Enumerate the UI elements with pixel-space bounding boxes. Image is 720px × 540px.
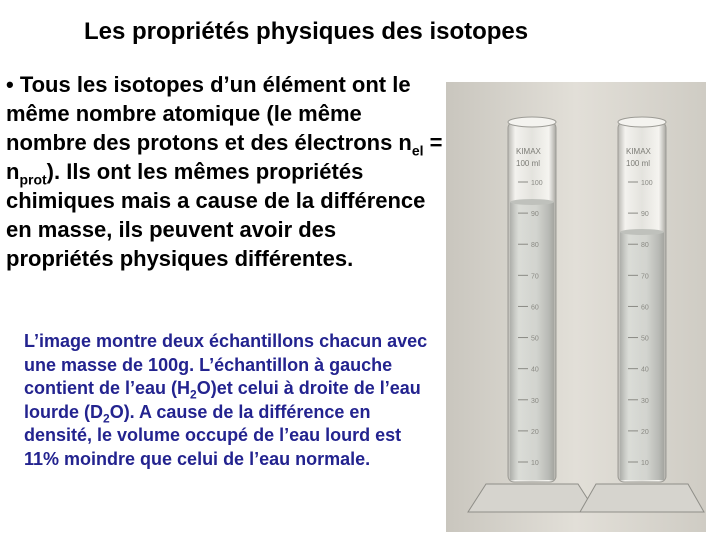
caption-subscript-h2: 2 [190,387,197,402]
caption-part-1: L’image montre deux échantillons chacun avec une masse de 100g. L’échantillon à gauche contient de l’eau (H [24,331,428,398]
caption-part-2: O)et celui à droite de l’eau lourde (D [24,378,421,422]
slide-title: Les propriétés physiques des isotopes [84,18,529,45]
image-caption [24,330,440,471]
right-water-column [620,232,664,480]
right-graduation-label: 100 [641,180,653,187]
left-graduation-label: 40 [531,366,539,374]
bullet-paragraph [6,70,444,273]
photo-background [446,82,706,532]
left-graduation-label: 30 [531,397,539,405]
left-graduation-label: 10 [531,460,539,467]
left-graduation-label: 90 [531,211,539,219]
right-graduation-label: 90 [641,211,649,219]
right-graduation-label: 10 [641,460,649,467]
bullet-text-before: Tous les isotopes d’un élément ont le même nombre atomique (le même nombre des protons et des électrons n [6,72,412,155]
right-graduation-label: 20 [641,428,649,436]
left-graduation-label: 100 [531,180,543,187]
caption-subscript-d2: 2 [103,411,110,426]
right-capacity-text: 100 ml [626,159,651,168]
caption-part-3: O). A cause de la différence en densité, le volume occupé de l’eau lourd est 11% moindre que celui de l’eau normale. [24,401,402,469]
right-graduation-label: 70 [641,273,649,281]
bullet-text-mid: = n [6,130,443,184]
bullet-subscript-prot: prot [19,171,47,188]
left-graduation-label: 80 [531,242,539,250]
left-cylinder-base [468,484,596,512]
bullet-marker: • [6,72,14,97]
right-graduation-label: 50 [641,335,649,343]
right-graduation-label: 60 [641,304,649,312]
left-graduation-label: 20 [531,428,539,436]
left-graduation-label: 60 [531,304,539,312]
left-brand-text: KIMAX [516,147,541,156]
right-brand-text: KIMAX [626,147,651,156]
left-graduation-label: 70 [531,273,539,281]
left-capacity-text: 100 ml [516,159,541,168]
left-graduation-label: 50 [531,335,539,343]
right-cylinder-base [580,484,704,512]
bullet-text-after: ). Ils ont les mêmes propriétés chimiques mais a cause de la différence en masse, ils peuvent avoir des propriétés physiques différentes. [6,159,426,271]
graduated-cylinders-photo [446,82,706,532]
bullet-subscript-el: el [411,142,424,159]
right-graduation-label: 30 [641,397,649,405]
right-graduation-label: 40 [641,366,649,374]
right-graduation-label: 80 [641,242,649,250]
